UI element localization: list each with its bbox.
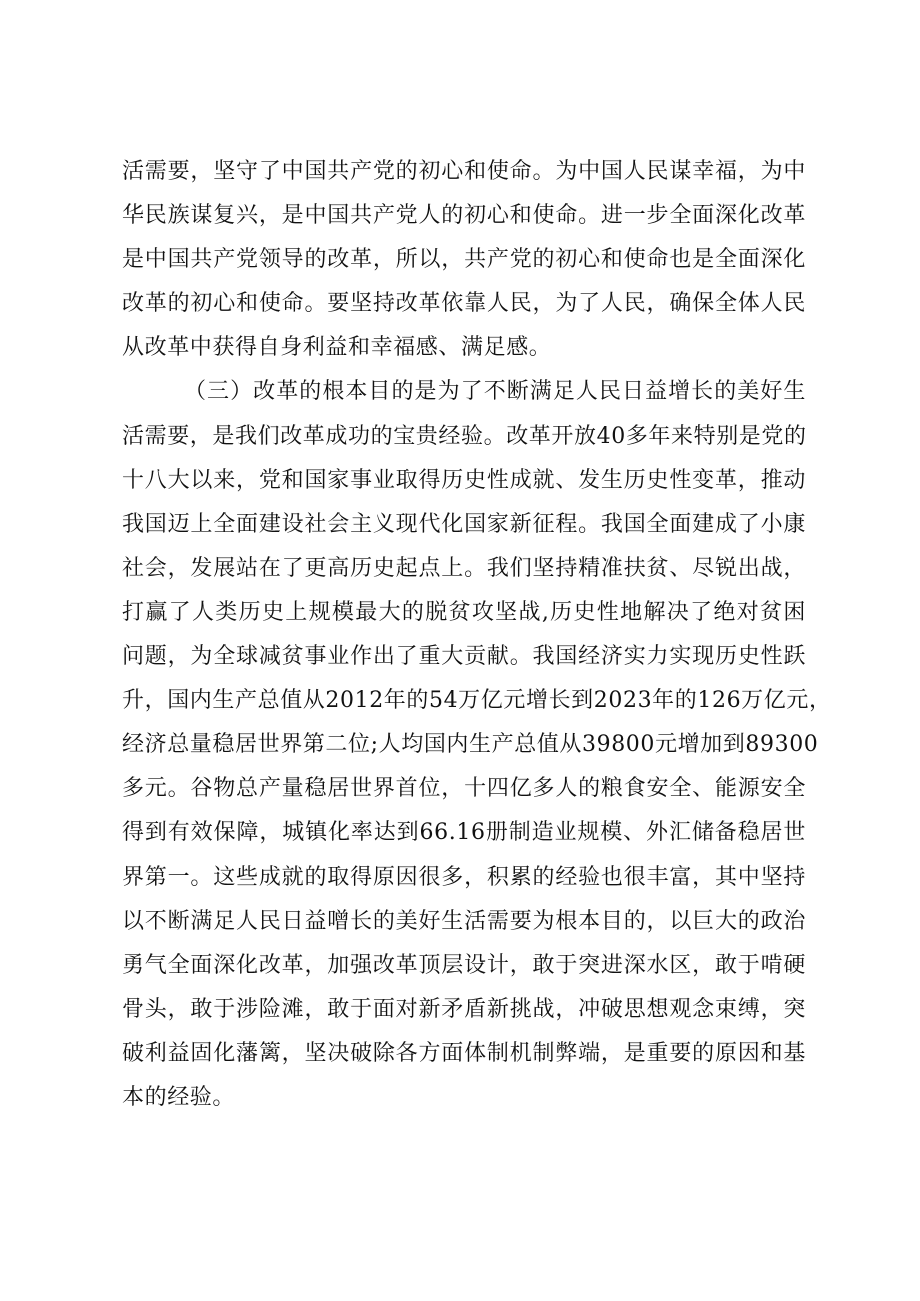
text-line: 勇气全面深化改革，加强改革顶层设计，敢于突进深水区，敢于啃硬 (122, 952, 806, 978)
text-line: 界第一。这些成就的取得原因很多，积累的经验也很丰富，其中坚持 (122, 864, 806, 890)
paragraph-1 (122, 150, 806, 370)
text-line: 经济总量稳居世界第二位;人均国内生产总值从39800元增加到89300 (122, 732, 819, 758)
text-line: 以不断满足人民日益噌长的美好生活需要为根本目的，以巨大的政治 (122, 908, 806, 934)
text-line: 社会，发展站在了更高历史起点上。我们坚持精准扶贫、尽锐出战， (122, 555, 806, 581)
text-line: 升，国内生产总值从2012年的54万亿元增长到2023年的126万亿元， (122, 688, 832, 714)
text-line: 骨头，敢于涉险滩，敢于面对新矛盾新挑战，冲破思想观念束缚，突 (122, 996, 806, 1022)
text-line: 得到有效保障，城镇化率达到66.16册制造业规模、外汇储备稳居世 (122, 820, 806, 846)
text-line: 活需要，是我们改革成功的宝贵经验。改革开放40多年来特别是党的 (122, 423, 807, 449)
text-line: 问题，为全球减贫事业作出了重大贡献。我国经济实力实现历史性跃 (122, 644, 806, 670)
paragraph-heading-line: （三）改革的根本目的是为了不断满足人民日益增长的美好生 (184, 379, 806, 405)
text-line: 我国迈上全面建设社会主义现代化国家新征程。我国全面建成了小康 (122, 511, 806, 537)
text-line: 打赢了人类历史上规模最大的脱贫攻坚战,历史性地解决了绝对贫困 (122, 599, 806, 625)
text-line: 十八大以来，党和国家事业取得历史性成就、发生历史性变革，推动 (122, 467, 806, 493)
text-line: 从改革中获得自身利益和幸福感、满足感。 (122, 335, 552, 361)
text-line: 是中国共产党领导的改革，所以，共产党的初心和使命也是全面深化 (122, 247, 806, 273)
text-line: 华民族谋复兴，是中国共产党人的初心和使命。进一步全面深化改革 (122, 203, 806, 229)
text-line: 本的经验。 (122, 1084, 236, 1110)
document-body (122, 150, 832, 1120)
text-line: 多元。谷物总产量稳居世界首位，十四亿多人的粮食安全、能源安全 (122, 776, 806, 802)
text-line: 改革的初心和使命。要坚持改革依靠人民，为了人民，确保全体人民 (122, 291, 806, 317)
text-line: 破利益固化藩篱，坚决破除各方面体制机制弊端，是重要的原因和基 (122, 1040, 806, 1066)
text-line: 活需要，坚守了中国共产党的初心和使命。为中国人民谋幸福，为中 (122, 159, 806, 184)
paragraph-2 (122, 370, 832, 1120)
